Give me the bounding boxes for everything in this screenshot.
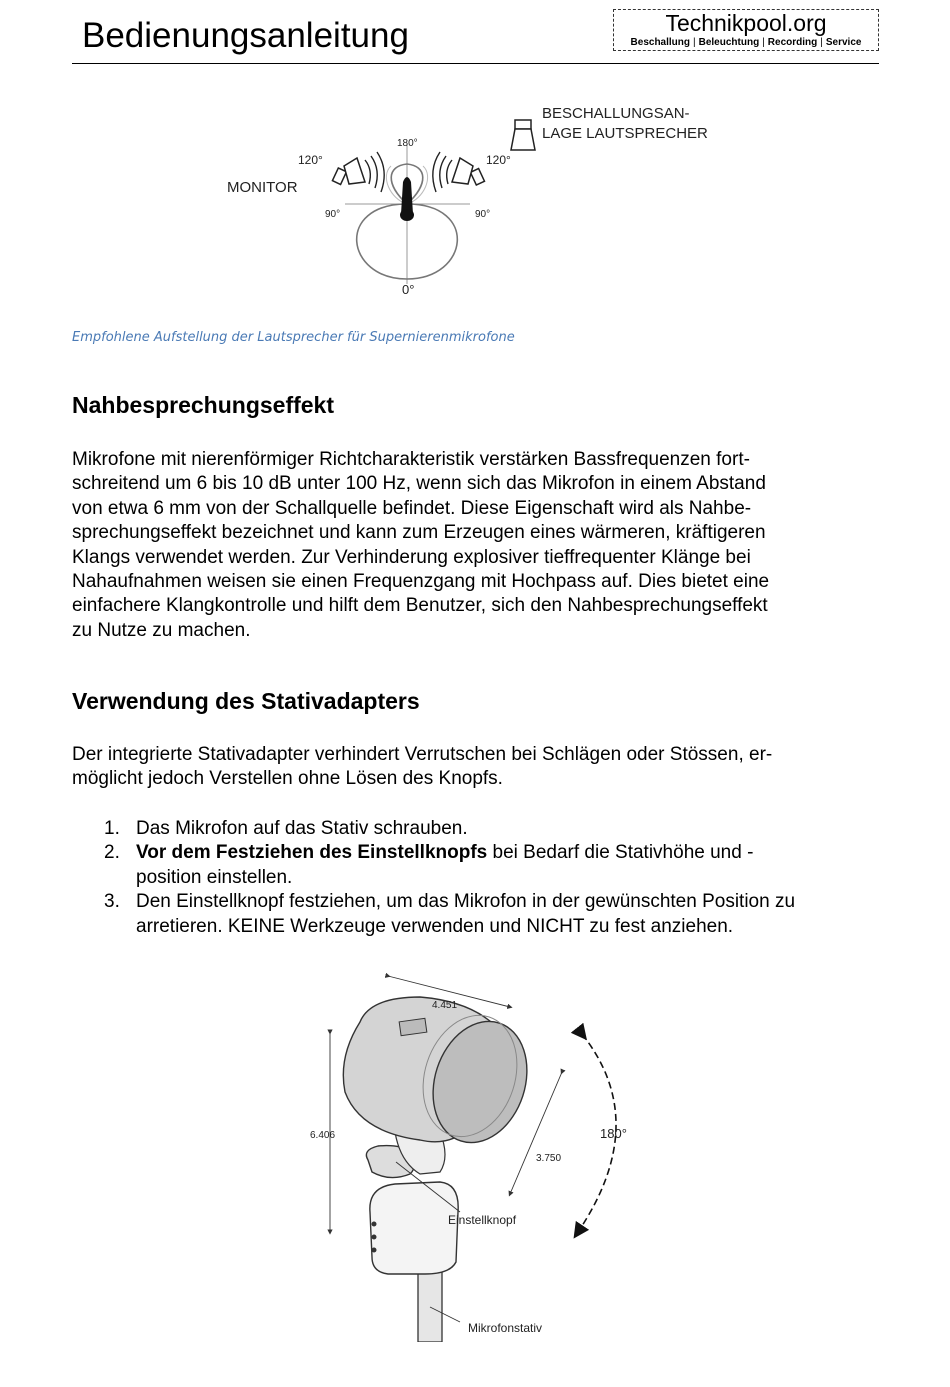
dimension-width-label: 4.451 [432,1000,458,1011]
speaker-placement-figure [215,84,735,304]
section-heading-nahbesprechungseffekt: Nahbesprechungseffekt [72,392,335,418]
steps-list [72,817,878,939]
paragraph-line: Der integrierte Stativadapter verhindert Verrutschen bei Schlägen oder Stössen, er- [72,744,773,765]
logo-nav-service: Service [825,37,862,48]
adapter-screw [372,1235,377,1240]
rotation-label: 180° [600,1126,627,1141]
dimension-height-label: 6.406 [310,1130,336,1141]
angle-right-90: 90° [475,209,491,220]
monitor-speaker-icon [332,152,384,192]
label-einstellknopf: Einstellknopf [448,1213,517,1227]
section-heading-stativadapter: Verwendung des Stativadapters [72,688,420,714]
step-line: Das Mikrofon auf das Stativ schrauben. [136,818,468,839]
nav-separator: | [693,37,696,48]
pa-legend-speaker-icon [511,120,535,150]
nav-separator: | [762,37,765,48]
paragraph-line: möglicht jedoch Verstellen ohne Lösen des Knopfs. [72,768,503,790]
step-item [72,890,878,939]
logo-nav-beleuchtung: Beleuchtung [698,37,760,48]
microphone-icon [401,177,413,214]
label-pa-line2: LAGE LAUTSPRECHER [542,125,708,142]
step-item [72,817,878,841]
nav-separator: | [820,37,823,48]
label-mikrofonstativ: Mikrofonstativ [468,1321,543,1335]
paragraph-line: zu Nutze zu machen. [72,619,251,641]
angle-left-90: 90° [325,209,341,220]
step-line: Den Einstellknopf festziehen, um das Mikrofon in der gewünschten Position zu [136,891,796,913]
figure-caption: Empfohlene Aufstellung der Lautsprecher für Supernierenmikrofone [72,330,515,345]
angle-0: 0° [402,282,415,297]
header-rule [72,63,879,64]
paragraph-line: Klangs verwendet werden. Zur Verhinderung explosiver tieffrequenter Klänge bei [72,546,751,568]
logo-nav [614,37,878,49]
angle-left-120: 120° [298,153,323,167]
stand-adapter [370,1182,458,1274]
step-line: position einstellen. [136,866,293,888]
paragraph-nahbesprechungseffekt [72,448,878,643]
pa-speaker-icon [433,152,485,192]
adapter-screw [372,1222,377,1227]
step-number: 2. [104,842,120,864]
paragraph-stativadapter [72,743,878,792]
speaker-placement-diagram [215,84,735,304]
paragraph-line: schreitend um 6 bis 10 dB unter 100 Hz, wenn sich das Mikrofon in einem Abstand [72,473,766,495]
logo-name: Technikpool.org [665,10,827,36]
logo-nav-beschallung: Beschallung [630,37,691,48]
angle-right-120: 120° [486,153,511,167]
label-pa-line1: BESCHALLUNGSAN- [542,105,690,122]
microphone-head-icon [400,209,414,221]
step-line: arretieren. KEINE Werkzeuge verwenden und NICHT zu fest anziehen. [136,915,734,937]
page-title: Bedienungsanleitung [82,16,409,55]
paragraph-line: von etwa 6 mm von der Schallquelle befindet. Diese Eigenschaft wird als Nahbe- [72,497,752,519]
paragraph-line: Nahaufnahmen weisen sie einen Frequenzgang mit Hochpass auf. Dies bietet eine [72,571,770,593]
step-number: 1. [104,818,120,839]
label-monitor: MONITOR [227,179,298,196]
paragraph-line: einfachere Klangkontrolle und hilft dem Benutzer, sich den Nahbesprechungseffekt [72,595,768,617]
angle-180: 180° [397,138,418,149]
paragraph-line: Mikrofone mit nierenförmiger Richtcharakteristik verstärken Bassfrequenzen fort- [72,449,750,470]
microphone-dimensions-drawing [300,962,650,1342]
logo-nav-recording: Recording [767,37,818,48]
paragraph-line: sprechungseffekt bezeichnet und kann zum Erzeugen eines wärmeren, kräftigeren [72,522,766,544]
adapter-screw [372,1248,377,1253]
technikpool-logo [613,9,879,51]
microphone-badge [399,1018,427,1035]
step-bold-text: Vor dem Festziehen des Einstellknopfs [136,842,488,864]
step-line [136,841,878,865]
microphone-stand-figure [300,962,650,1342]
step-item [72,841,878,890]
step-number: 3. [104,891,120,913]
dimension-depth-label: 3.750 [536,1153,562,1164]
step-text: bei Bedarf die Stativhöhe und - [487,842,754,864]
